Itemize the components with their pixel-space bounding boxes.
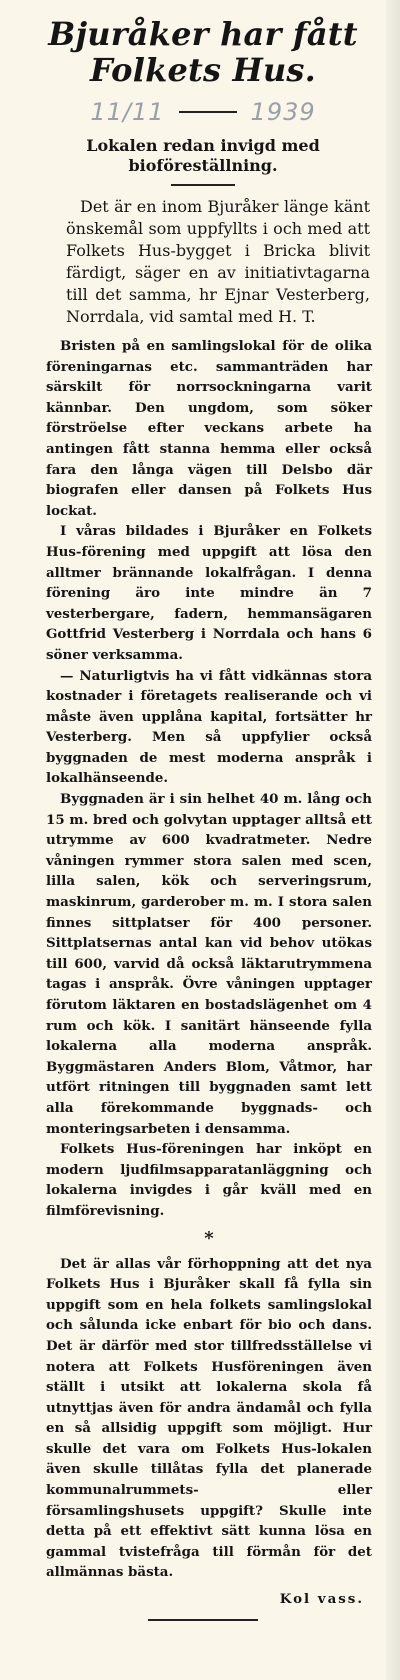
headline-line-1: Bjuråker har fått (48, 15, 358, 53)
handwritten-date (22, 98, 384, 126)
handwritten-date-right: 1939 (250, 98, 316, 126)
body-paragraph: Byggnaden är i sin helhet 40 m. lång och 15 m. bred och golvytan upptager alltså ett utrymme av 600 kvadratmeter. Nedre våningen rymmer stora salen med scen, lilla salen, kök och serveringsrum, maskinrum, garderober m. m. I stora salen finnes sittplatser för 400 personer. Sittplatsernas antal kan vid behov utökas till 600, varvid då också läktarutrymmena tagas i anspråk. Övre våningen upptager förutom läktaren en bostadslägenhet om 4 rum och kök. I sanitärt hänseende fylla lokalerna alla moderna anspråk. Byggmästaren Anders Blom, Våtmor, har utfört ritningen till byggnaden samt lett alla förekommande byggnads- och monteringsarbeten i densamma. (46, 791, 372, 1137)
headline (22, 16, 384, 88)
body-paragraph: Bristen på en samlingslokal för de olika föreningarnas etc. sammanträden har särskilt för norrsockningarna varit kännbar. Den ungdom, som söker förströelse efter veckans arbete ha antingen fått stanna hemma eller också fara den långa vägen till Delsbo där biografen eller dansen på Folkets Hus lockat. (46, 338, 372, 519)
paper-edge (386, 0, 400, 1680)
article-ingress: Det är en inom Bjuråker länge känt önskemål som uppfyllts i och med att Folkets Hus-bygget i Bricka blivit färdigt, säger en av initiativtagarna till det samma, hr Ejnar Vesterberg, Norrdala, vid samtal med H. T. (66, 197, 370, 326)
subhead-rule (171, 184, 235, 186)
dateline-rule (179, 111, 237, 113)
body-paragraph: — Naturligtvis ha vi fått vidkännas stora kostnader i företagets realiserande och vi måste även upplåna kapital, fortsätter hr Vesterberg. Men så uppfylier också byggnaden de mest moderna anspråk i lokalhänseende. (46, 667, 372, 787)
author-signature: Kol vass. (279, 1591, 364, 1608)
headline-line-2: Folkets Hus. (90, 51, 316, 89)
handwritten-date-left: 11/11 (90, 98, 165, 126)
article-body (46, 336, 372, 1583)
body-paragraph: Folkets Hus-föreningen har inköpt en modern ljudfilmsapparatanläggning och lokalerna invigdes i går kväll med en filmförevisning. (46, 1141, 372, 1219)
subheadline: Lokalen redan invigd med bioföreställning. (86, 136, 320, 175)
body-paragraph: I våras bildades i Bjuråker en Folkets Hus-förening med uppgift att lösa den alltmer brännande lokalfrågan. I denna förening äro inte mindre än 7 vesterbergare, fadern, hemmansägaren Gottfrid Vesterberg i Norrdala och hans 6 söner verksamma. (46, 523, 372, 663)
section-divider: * (204, 1227, 214, 1249)
body-paragraph: Det är allas vår förhoppning att det nya Folkets Hus i Bjuråker skall få fylla sin uppgift som en hela folkets samlingslokal och sålunda icke enbart för bio och dans. Det är därför med stor tillfredsställelse vi notera att Folkets Husföreningen även ställt i utsikt att lokalerna skola få utnyttjas även för andra ändamål och fylla en så allsidig uppgift som möjligt. Hur skulle det vara om Folkets Hus-lokalen även skulle tillåtas fylla det planerade kommunalrummets- eller församlingshusets uppgift? Skulle inte detta på ett effektivt sätt kunna lösa en gammal tvistefråga till förmån för det allmännas bästa. (46, 1255, 372, 1581)
end-rule (148, 1619, 258, 1621)
